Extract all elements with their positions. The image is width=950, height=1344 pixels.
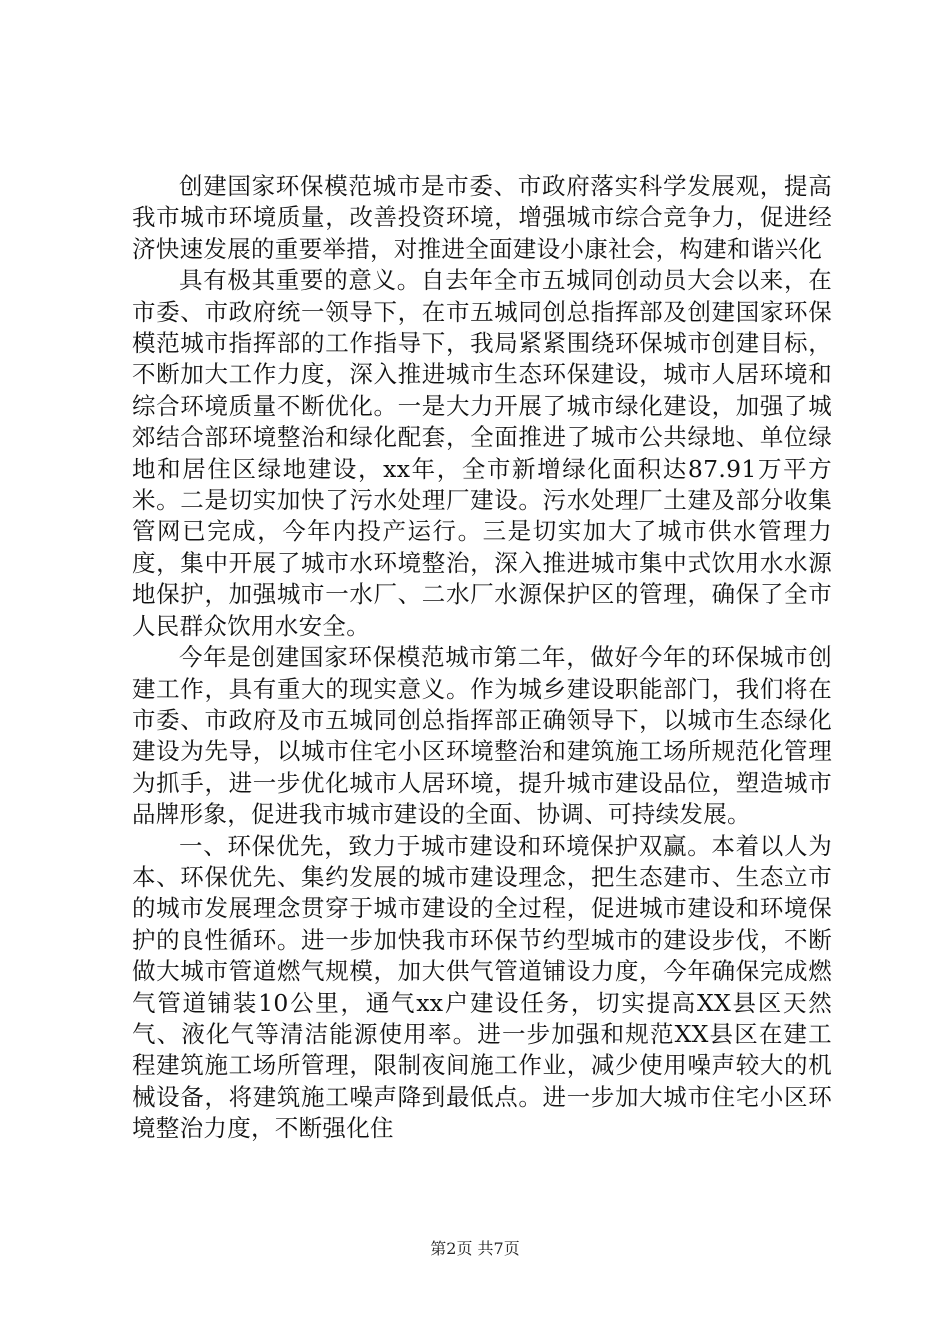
paragraph-1: 创建国家环保模范城市是市委、市政府落实科学发展观，提高我市城市环境质量，改善投资环境，增强城市综合竞争力，促进经济快速发展的重要举措，对推进全面建设小康社会，构建和谐兴化 <box>132 172 832 263</box>
paragraph-3: 今年是创建国家环保模范城市第二年，做好今年的环保城市创建工作，具有重大的现实意义。作为城乡建设职能部门，我们将在市委、市政府及市五城同创总指挥部正确领导下，以城市生态绿化建设为先导，以城市住宅小区环境整治和建筑施工场所规范化管理为抓手，进一步优化城市人居环境，提升城市建设品位，塑造城市品牌形象，促进我市城市建设的全面、协调、可持续发展。 <box>132 643 832 829</box>
document-body <box>132 171 832 1145</box>
page-footer: 第2页 共7页 <box>430 1239 520 1258</box>
paragraph-2: 具有极其重要的意义。自去年全市五城同创动员大会以来，在市委、市政府统一领导下，在市五城同创总指挥部及创建国家环保模范城市指挥部的工作指导下，我局紧紧围绕环保城市创建目标，不断加大工作力度，深入推进城市生态环保建设，城市人居环境和综合环境质量不断优化。一是大力开展了城市绿化建设，加强了城郊结合部环境整治和绿化配套，全面推进了城市公共绿地、单位绿地和居住区绿地建设，xx年，全市新增绿化面积达87.91万平方米。二是切实加快了污水处理厂建设。污水处理厂土建及部分收集管网已完成，今年内投产运行。三是切实加大了城市供水管理力度，集中开展了城市水环境整治，深入推进城市集中式饮用水水源地保护，加强城市一水厂、二水厂水源保护区的管理，确保了全市人民群众饮用水安全。 <box>132 266 832 640</box>
paragraph-4: 一、环保优先，致力于城市建设和环境保护双赢。本着以人为本、环保优先、集约发展的城市建设理念，把生态建市、生态立市的城市发展理念贯穿于城市建设的全过程，促进城市建设和环境保护的良性循环。进一步加快我市环保节约型城市的建设步伐，不断做大城市管道燃气规模，加大供气管道铺设力度，今年确保完成燃气管道铺装10公里，通气xx户建设任务，切实提高XX县区天然气、液化气等清洁能源使用率。进一步加强和规范XX县区在建工程建筑施工场所管理，限制夜间施工作业，减少使用噪声较大的机械设备，将建筑施工噪声降到最低点。进一步加大城市住宅小区环境整治力度，不断强化住 <box>132 831 832 1143</box>
